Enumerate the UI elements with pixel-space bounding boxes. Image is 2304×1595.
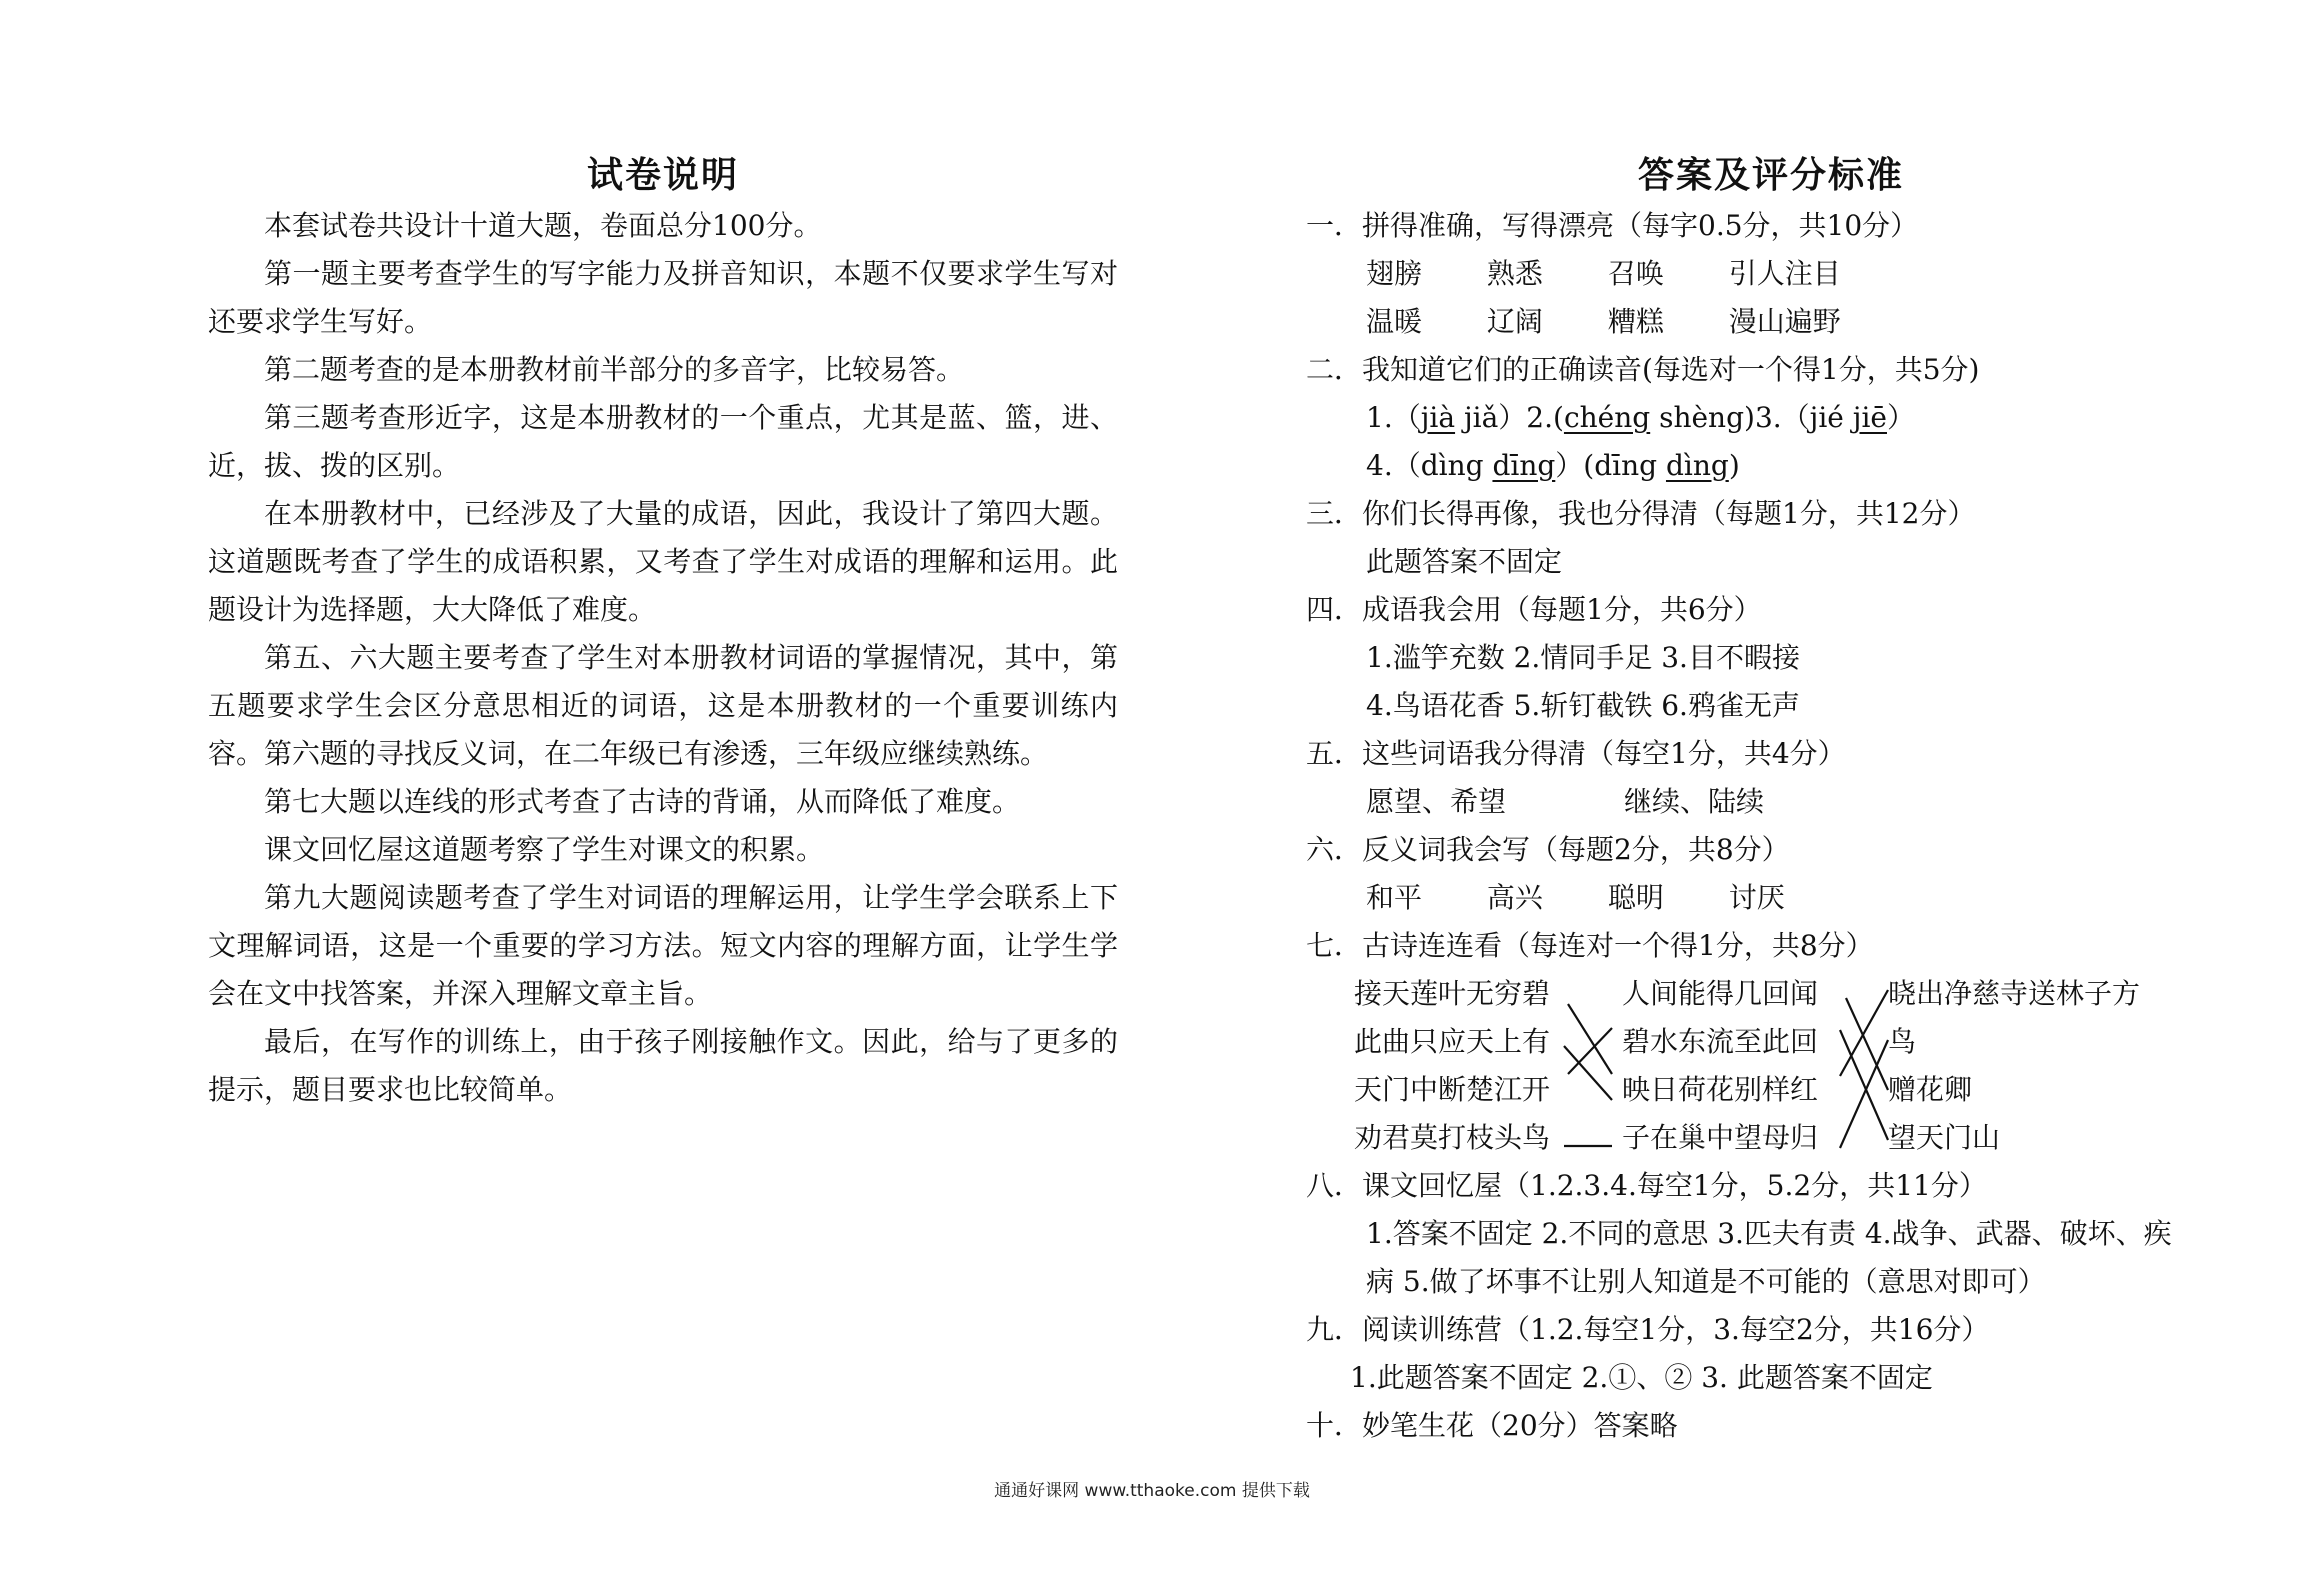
poem-line-c1-4: 劝君莫打枝头鸟: [1354, 1121, 1551, 1154]
q3-heading: 三．你们长得再像，我也分得清（每题1分，共12分）: [1306, 497, 1976, 530]
q6-heading: 六．反义词我会写（每题2分，共8分）: [1306, 833, 1790, 866]
description-paragraph-10: 最后，在写作的训练上，由于孩子刚接触作文。因此，给与了更多的提示，题目要求也比较简单。: [208, 1025, 1118, 1106]
poem-title-2: 鸟: [1888, 1025, 1917, 1058]
q1-word: 翅膀: [1366, 257, 1423, 290]
q2-text: ): [1728, 449, 1740, 482]
q9-heading: 九．阅读训练营（1.2.每空1分，3.每空2分，共16分）: [1306, 1313, 1990, 1346]
q1-word: 温暖: [1366, 305, 1423, 338]
q1-answers-row-2: [1306, 298, 2236, 346]
q2-underlined-answer: jià: [1420, 401, 1456, 434]
q2-answers-line-2: [1306, 442, 2236, 490]
poem-line-c2-2: 碧水东流至此回: [1622, 1025, 1819, 1058]
q1-word: 漫山遍野: [1728, 305, 1841, 338]
poem-line-c1-1: 接天莲叶无穷碧: [1354, 977, 1551, 1010]
q1-word: 糟糕: [1607, 305, 1664, 338]
q1-heading: 一．拼得准确，写得漂亮（每字0.5分，共10分）: [1306, 209, 1919, 242]
q5-answer-2: 继续、陆续: [1624, 785, 1765, 818]
description-paragraph-5: 在本册教材中，已经涉及了大量的成语，因此，我设计了第四大题。这道题既考查了学生的成语积累，又考查了学生对成语的理解和运用。此题设计为选择题，大大降低了难度。: [208, 497, 1118, 626]
q4-answers-line-2: 4.鸟语花香 5.斩钉截铁 6.鸦雀无声: [1366, 689, 1800, 722]
q2-answers-line-1: [1306, 394, 2236, 442]
q8-answers-line-1: 1.答案不固定 2.不同的意思 3.匹夫有责 4.战争、武器、破坏、疾: [1366, 1217, 2172, 1250]
q2-heading: 二．我知道它们的正确读音(每选对一个得1分，共5分): [1306, 353, 1980, 386]
match-line: [1840, 1040, 1888, 1148]
q2-text: 1.（: [1366, 401, 1421, 434]
q1-word: 辽阔: [1486, 305, 1543, 338]
q7-heading: 七．古诗连连看（每连对一个得1分，共8分）: [1306, 929, 1874, 962]
poem-line-c1-3: 天门中断楚江开: [1354, 1073, 1551, 1106]
poem-line-c2-3: 映日荷花别样红: [1622, 1073, 1819, 1106]
q10-heading: 十．妙笔生花（20分）答案略: [1306, 1409, 1678, 1442]
q1-answers-row-1: [1306, 250, 2236, 298]
description-paragraph-3: 第二题考查的是本册教材前半部分的多音字，比较易答。: [264, 353, 965, 386]
description-paragraph-6: 第五、六大题主要考查了学生对本册教材词语的掌握情况，其中，第五题要求学生会区分意思相近的词语，这是本册教材的一个重要训练内容。第六题的寻找反义词，在二年级已有渗透，三年级应继续熟练。: [208, 641, 1118, 770]
description-paragraph-7: 第七大题以连线的形式考查了古诗的背诵，从而降低了难度。: [264, 785, 1021, 818]
footer-source-note: 通通好课网 www.tthaoke.com 提供下载: [994, 1481, 1310, 1501]
q6-word: 高兴: [1486, 881, 1543, 914]
answer-key-title: 答案及评分标准: [1637, 155, 1904, 196]
q5-answers: [1306, 778, 2236, 826]
description-paragraph-4: 第三题考查形近字，这是本册教材的一个重点，尤其是蓝、篮，进、近，拔、拨的区别。: [208, 401, 1118, 482]
description-paragraph-1: 本套试卷共设计十道大题，卷面总分100分。: [264, 209, 822, 242]
exam-description-section: [208, 150, 1118, 1114]
poem-line-c1-2: 此曲只应天上有: [1354, 1025, 1551, 1058]
q2-underlined-answer: jiē: [1852, 401, 1887, 434]
poem-line-c2-1: 人间能得几回闻: [1622, 977, 1819, 1010]
match-line: [1840, 1030, 1888, 1140]
description-paragraph-2: 第一题主要考查学生的写字能力及拼音知识，本题不仅要求学生写对还要求学生写好。: [208, 257, 1118, 338]
answer-key-section: [1306, 150, 2236, 1450]
q6-word: 讨厌: [1728, 881, 1785, 914]
q4-heading: 四．成语我会用（每题1分，共6分）: [1306, 593, 1762, 626]
description-paragraph-9: 第九大题阅读题考查了学生对词语的理解运用，让学生学会联系上下文理解词语，这是一个重要的学习方法。短文内容的理解方面，让学生学会在文中找答案，并深入理解文章主旨。: [208, 881, 1118, 1010]
q8-heading: 八．课文回忆屋（1.2.3.4.每空1分，5.2分，共11分）: [1306, 1169, 1987, 1202]
q1-word: 召唤: [1607, 257, 1664, 290]
match-line: [1846, 998, 1888, 1090]
poem-title-1: 晓出净慈寺送林子方: [1888, 977, 2141, 1010]
exam-description-title: 试卷说明: [586, 155, 739, 196]
poem-matching-area: [1306, 970, 2236, 1162]
match-line: [1568, 1028, 1612, 1074]
poem-title-4: 望天门山: [1888, 1121, 2001, 1154]
q1-word: 熟悉: [1486, 257, 1543, 290]
q6-word: 聪明: [1607, 881, 1664, 914]
q2-underlined-answer: dīng: [1492, 449, 1556, 482]
q2-text: shèng)3.（jié: [1650, 401, 1853, 434]
poem-line-c2-4: 子在巢中望母归: [1622, 1121, 1819, 1154]
q5-answer-1: 愿望、希望: [1366, 785, 1507, 818]
q6-answers: [1306, 874, 2236, 922]
q3-answer: 此题答案不固定: [1366, 545, 1563, 578]
q4-answers-line-1: 1.滥竽充数 2.情同手足 3.目不暇接: [1366, 641, 1800, 674]
match-line: [1568, 1004, 1612, 1074]
q8-answers-line-2: 病 5.做了坏事不让别人知道是不可能的（意思对即可）: [1366, 1265, 2046, 1298]
q2-text: 4.（dìng: [1366, 449, 1493, 482]
matching-lines: [1306, 970, 2236, 1162]
q1-word: 引人注目: [1728, 257, 1841, 290]
q5-heading: 五．这些词语我分得清（每空1分，共4分）: [1306, 737, 1846, 770]
poem-title-3: 赠花卿: [1888, 1073, 1973, 1106]
q9-answers: 1.此题答案不固定 2.①、② 3. 此题答案不固定: [1350, 1361, 1933, 1394]
q6-word: 和平: [1366, 881, 1423, 914]
q2-underlined-answer: chéng: [1563, 401, 1651, 434]
q2-text: ）(dīng: [1555, 449, 1666, 482]
q2-text: ）: [1886, 401, 1915, 434]
description-paragraph-8: 课文回忆屋这道题考察了学生对课文的积累。: [264, 833, 825, 866]
q2-underlined-answer: dìng: [1665, 449, 1729, 482]
q2-text: jiǎ）2.(: [1455, 401, 1564, 434]
